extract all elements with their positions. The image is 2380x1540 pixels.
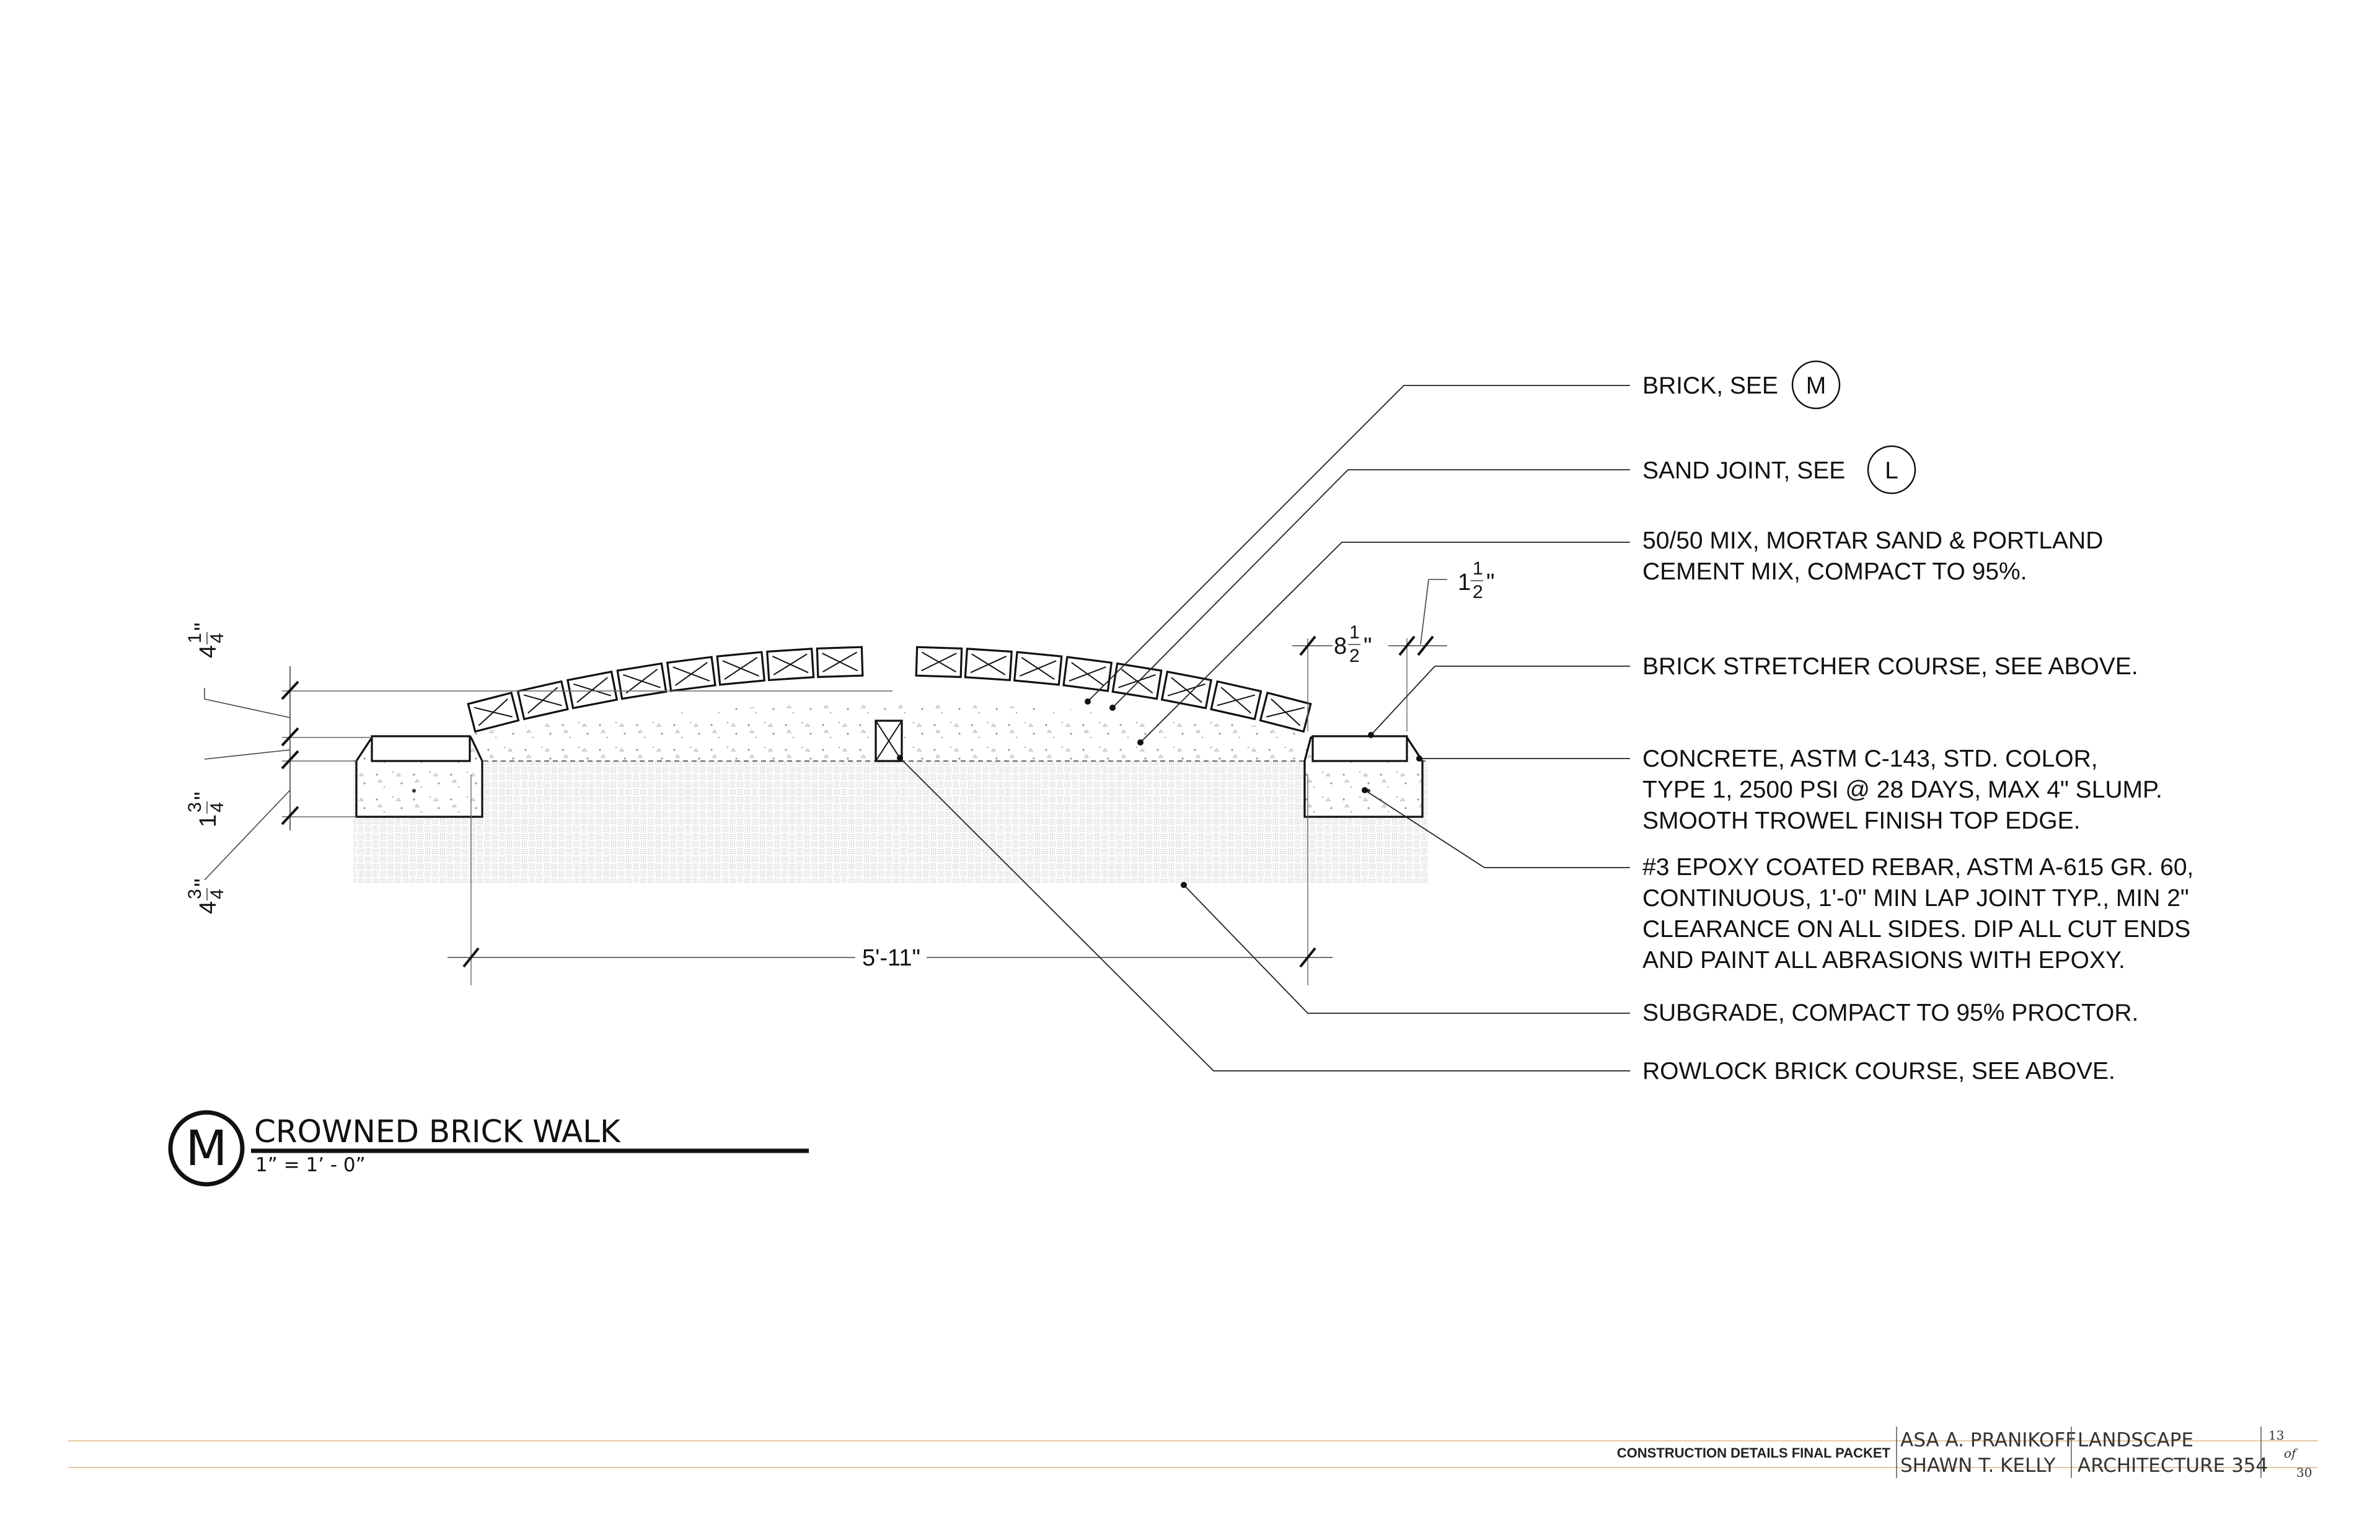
packet-title: CONSTRUCTION DETAILS FINAL PACKET [1616, 1445, 1890, 1461]
detail-scale: 1” = 1’ - 0” [255, 1154, 366, 1176]
note-concrete-line-3: SMOOTH TROWEL FINISH TOP EDGE. [1642, 807, 2081, 834]
crown-brick [767, 649, 814, 680]
note-subgrade: SUBGRADE, COMPACT TO 95% PROCTOR. [1642, 1000, 2139, 1026]
left-top-unit: " [190, 622, 216, 631]
crown-brick [568, 672, 617, 708]
gap-whole: 1 [1458, 570, 1471, 596]
detail-title-text: CROWNED BRICK WALK [254, 1114, 620, 1150]
note-brick-ref: M [1805, 372, 1827, 399]
crown-brick [668, 657, 715, 691]
edge-width-num: 1 [1349, 622, 1360, 643]
sheet-number: 13 [2268, 1428, 2285, 1443]
sheet-of: of [2284, 1446, 2296, 1461]
author-1: ASA A. PRANIKOFF [1900, 1429, 2077, 1451]
edge-width-unit: " [1364, 633, 1372, 659]
title-block [68, 1427, 2318, 1480]
course-2: ARCHITECTURE 354 [2078, 1454, 2268, 1477]
note-sand-ref: L [1885, 457, 1898, 484]
crown-brick [965, 649, 1011, 680]
note-sand-joint: SAND JOINT, SEE [1642, 457, 1846, 484]
right-stretcher-brick [1313, 736, 1407, 761]
detail-title [170, 1112, 809, 1184]
gap-den: 2 [1473, 582, 1483, 602]
crown-brick [817, 647, 862, 677]
gap-unit: " [1486, 570, 1495, 596]
crown-brick [1015, 652, 1062, 685]
detail-symbol: M [185, 1121, 227, 1177]
crown-brick [1162, 672, 1211, 708]
crown-brick [1261, 693, 1311, 731]
note-rebar-line-4: AND PAINT ALL ABRASIONS WITH EPOXY. [1642, 947, 2125, 974]
note-concrete-line-1: CONCRETE, ASTM C-143, STD. COLOR, [1642, 746, 2098, 772]
crown-brick [1211, 682, 1261, 719]
note-brick: BRICK, SEE [1642, 372, 1778, 399]
note-stretcher: BRICK STRETCHER COURSE, SEE ABOVE. [1642, 653, 2138, 680]
left-top-den: 4 [207, 633, 227, 643]
note-mortar-line-2: CEMENT MIX, COMPACT TO 95%. [1642, 558, 2027, 585]
left-top-whole: 4 [195, 645, 221, 658]
note-rowlock: ROWLOCK BRICK COURSE, SEE ABOVE. [1642, 1058, 2115, 1085]
crown-brick [916, 647, 961, 677]
course-1: LANDSCAPE [2078, 1429, 2194, 1451]
edge-width-whole: 8 [1334, 633, 1347, 659]
crown-brick [1064, 657, 1111, 691]
note-concrete-line-2: TYPE 1, 2500 PSI @ 28 DAYS, MAX 4" SLUMP. [1642, 777, 2162, 803]
sheet-total: 30 [2296, 1465, 2312, 1480]
left-bottom-whole: 4 [195, 900, 221, 914]
left-mid-unit: " [190, 791, 216, 800]
note-mortar-line-1: 50/50 MIX, MORTAR SAND & PORTLAND [1642, 527, 2104, 554]
left-bottom-den: 4 [207, 889, 227, 899]
author-2: SHAWN T. KELLY [1900, 1454, 2056, 1477]
edge-width-dimension [1292, 622, 1447, 731]
rebar-dot [412, 789, 416, 793]
left-bottom-num: 3 [185, 889, 205, 899]
crown-brick [617, 664, 666, 699]
left-mid-den: 4 [207, 802, 227, 812]
crown-brick [717, 652, 764, 685]
left-mid-num: 3 [185, 802, 205, 812]
note-rebar-line-2: CONTINUOUS, 1'-0" MIN LAP JOINT TYP., MIN 2" [1642, 885, 2189, 912]
subgrade-fill [353, 761, 1429, 883]
note-rebar-line-3: CLEARANCE ON ALL SIDES. DIP ALL CUT ENDS [1642, 916, 2191, 943]
crown-brick [518, 682, 568, 719]
gap-dimension [1421, 558, 1495, 645]
left-stretcher-brick [372, 736, 470, 761]
left-mid-whole: 1 [195, 814, 221, 827]
edge-width-den: 2 [1349, 646, 1360, 666]
left-bottom-unit: " [190, 878, 216, 887]
annotation-notes [1642, 361, 2193, 1085]
gap-num: 1 [1473, 558, 1483, 579]
crown-brick [468, 693, 518, 731]
note-rebar-line-1: #3 EPOXY COATED REBAR, ASTM A-615 GR. 60, [1642, 854, 2194, 881]
width-dimension-label: 5'-11" [862, 945, 920, 971]
left-top-num: 1 [185, 633, 205, 643]
